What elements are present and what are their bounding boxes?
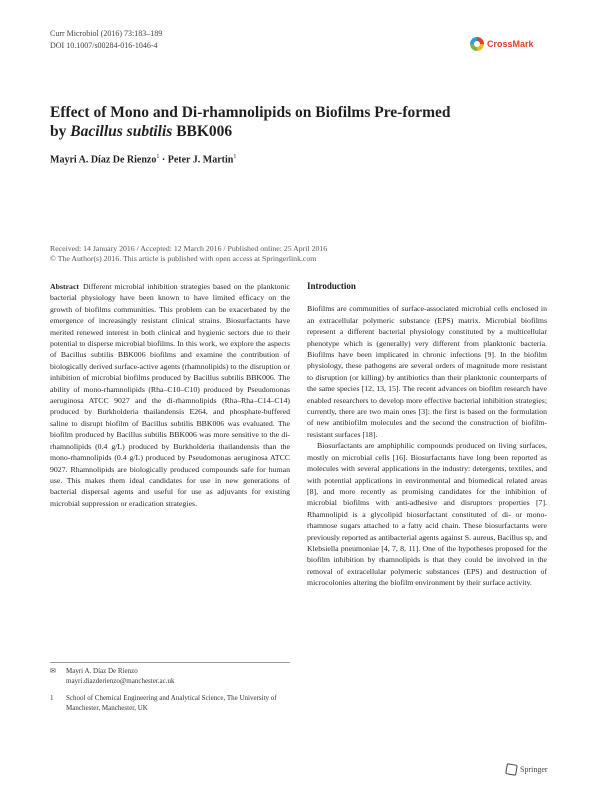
author-name[interactable]: Peter J. Martin (167, 154, 234, 166)
copyright-note: © The Author(s) 2016. This article is published with open access at Springerlink.com (50, 254, 317, 263)
envelope-icon: ✉ (50, 667, 56, 675)
abstract-text: Different microbial inhibition strategies based on the planktonic bacterial physiology have been known to have limited efficacy on the growth of biofilms communities. This problem can be exacerbated by the emergence of increasingly resistant clinical strains. Biosurfactants have merited renewed interest in both clinical and hygienic sectors due to their potential to disperse microbial biofilms. In this work, we explore the aspects of Bacillus subtilis BBK006 biofilms and examine the contribution of biologically derived surface-active agents (rhamnolipids) to the disruption or inhibition of microbial biofilms produced by Bacillus subtilis BBK006. The ability of mono-rhamnolipids (Rha–C10–C10) produced by Pseudomonas aeruginosa ATCC 9027 and the di-rhamnolipids (Rha–Rha–C14–C14) produced by Burkholderia thailandensis E264, and phosphate-buffered saline to disrupt biofilm of Bacillus subtilis BBK006 was evaluated. The biofilm produced by Bacillus subtilis BBK006 was more sensitive to the di-rhamnolipids (0.4 g/L) produced by Burkholderia thailandensis than the mono-rhamnolipids (0.4 g/L) produced by Pseudomonas aeruginosa ATCC 9027. Rhamnolipids are biologically produced compounds safe for human use. This makes them ideal candidates for use in new generations of bacterial dispersal agents and useful for use as adjuvants for existing microbial suppression or eradication strategies. (50, 282, 290, 508)
journal-header (50, 28, 162, 52)
affiliation (50, 694, 290, 713)
affiliation-number: 1 (50, 694, 54, 702)
paragraph: Biosurfactants are amphiphilic compounds produced on living surfaces, mostly on microbial cells [16]. Biosurfactants have long been reported as molecules with several applications in the industry: detergents, textiles, and with potential applications in environmental and biomedical related areas [8], and more recently as promising candidates for the inhibition of microbial biofilms with anti-adhesive and disruptors properties [7]. Rhamnolipid is a glycolipid biosurfactant constituted of di- or mono-rhamnose sugars attached to a fatty acid chain. These biosurfactants were previously reported as antibacterial agents against S. aureus, Bacillus sp, and Klebsiella pneumoniae [4, 7, 8, 11]. One of the hypotheses proposed for the biofilm inhibition by rhamnolipids is that they could be involved in the removal of extracellular polymeric substances (EPS) and destruction of microcolonies altering the biofilm environment by their surface activity. (307, 441, 547, 588)
author-separator: · (159, 154, 168, 166)
author-list (50, 154, 236, 165)
article-title (50, 103, 545, 141)
publication-dates (50, 244, 327, 264)
publisher-name: Springer (520, 765, 548, 774)
doi[interactable]: DOI 10.1007/s00284-016-1046-4 (50, 41, 158, 50)
introduction-section (307, 281, 547, 589)
footnotes (50, 667, 290, 713)
title-line-1: Effect of Mono and Di-rhamnolipids on Biofilms Pre-formed (50, 104, 451, 121)
journal-citation: Curr Microbiol (2016) 73:183–189 (50, 29, 163, 38)
affiliation-mark: 1 (156, 154, 160, 160)
footnote-divider (50, 662, 290, 663)
springer-horse-icon (505, 763, 518, 776)
abstract-label: Abstract (50, 282, 80, 291)
author-name[interactable]: Mayri A. Díaz De Rienzo (50, 154, 157, 166)
contact-email[interactable]: mayri.diazderienzo@manchester.ac.uk (66, 676, 175, 685)
title-line-2: by Bacillus subtilis BBK006 (50, 123, 233, 140)
publisher-logo (506, 764, 548, 775)
affiliation-mark: 1 (233, 154, 237, 160)
crossmark-icon (470, 37, 484, 51)
affiliation-text: School of Chemical Engineering and Analytical Science, The University of Manchester, Manchester, UK (66, 694, 277, 712)
abstract (50, 281, 290, 509)
correspondence (50, 667, 290, 686)
section-heading: Introduction (307, 281, 356, 291)
paragraph: Biofilms are communities of surface-associated microbial cells enclosed in an extracellular polymeric substance (EPS) matrix. Microbial biofilms represent a different bacterial physiology constituted by a multicellular phenotype which is (generally) very different from planktonic bacteria. Biofilms have been implicated in chronic infections [9]. In the biofilm physiology, these pathogens are several orders of magnitude more resistant to disruption (or killing) by antibiotics than their planktonic counterparts of the same species [12, 13, 15]. The recent advances on biofilm research have enabled researchers to develop more effective bacterial inhibition strategies; currently, there are two main ones [3]: the first is based on the formulation of new antibiofilm molecules and the second the construction of biofilm-resistant surfaces [18]. (307, 304, 547, 439)
contact-name: Mayri A. Díaz De Rienzo (66, 667, 138, 675)
history-dates: Received: 14 January 2016 / Accepted: 12 March 2016 / Published online: 25 April 2016 (50, 244, 328, 253)
crossmark-badge[interactable] (470, 35, 560, 53)
crossmark-label: CrossMark (487, 39, 534, 49)
